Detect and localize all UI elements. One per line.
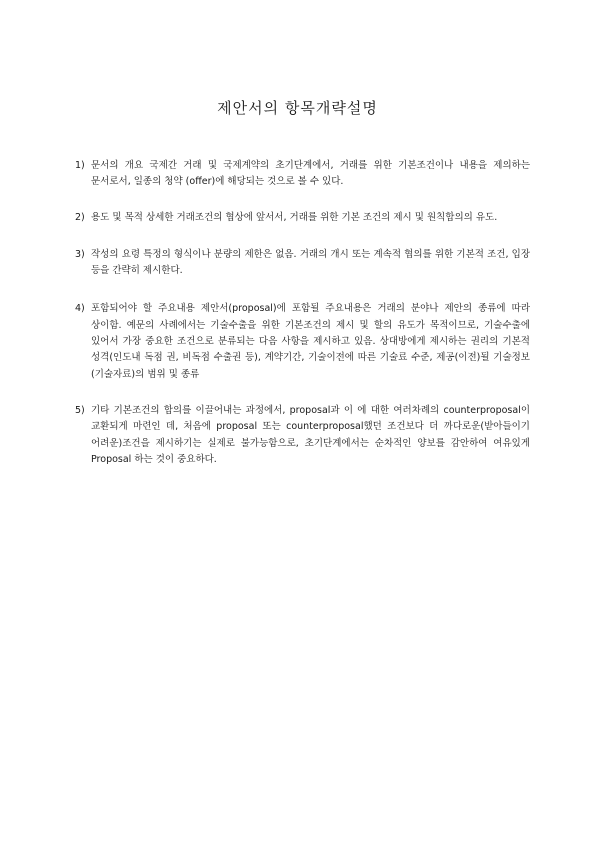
list-item	[75, 210, 530, 226]
list-item	[75, 158, 530, 191]
item-number: 1)	[75, 160, 85, 171]
item-number: 2)	[75, 211, 85, 223]
item-number: 3)	[75, 248, 85, 260]
list-item	[75, 247, 530, 280]
item-text: 용도 및 목적 상세한 거래조건의 협상에 앞서서, 거래를 위한 기본 조건의 제시 및 원칙합의의 유도.	[91, 211, 498, 223]
item-number: 5)	[75, 404, 85, 416]
item-list	[75, 158, 530, 488]
list-item	[75, 403, 530, 468]
item-text: 작성의 요령 특정의 형식이나 분량의 제한은 없음. 거래의 개시 또는 계속적 협의를 위한 기본적 조건, 입장 등을 간략히 제시한다.	[91, 248, 530, 277]
item-text: 포함되어야 할 주요내용 제안서(proposal)에 포함될 주요내용은 거래의 분야나 제안의 종류에 따라 상이함. 예문의 사례에서는 기술수출을 위한 기본조건의 제시 및 할의 유도가 목적이므로, 기술수출에 있어서 가장 중요한 조건으로 분류되는 다음 사항을 제시하고 있음. 상대방에게 제시하는 권리의 기본적 성격(인도내 독점 권, 비독점 수출권 등), 계약기간, 기술이전에 따른 기술료 수준, 제공(이전)될 기술정보(기술자료)의 범위 및 종류	[91, 303, 530, 380]
list-item	[75, 301, 530, 382]
item-text: 문서의 개요 국제간 거래 및 국제계약의 초기단계에서, 거래를 위한 기본조건이나 내용을 제의하는 문서로서, 일종의 청약 (offer)에 해당되는 것으로 볼 수 있다.	[91, 160, 530, 188]
item-number: 4)	[75, 303, 85, 315]
item-text: 기타 기본조건의 합의를 이끌어내는 과정에서, proposal과 이 에 대한 여러차례의 counterproposal이 교환되게 마련인 데, 처음에 proposal 또는 counterproposal했던 조건보다 더 까다로운(받아들이기 어려운)조건을 제시하기는 실제로 불가능함으로, 초기단계에서는 순차적인 양보를 감안하여 여유있게 Proposal 하는 것이 중요하다.	[91, 404, 530, 465]
page-title: 제안서의 항목개략설명	[217, 99, 378, 117]
